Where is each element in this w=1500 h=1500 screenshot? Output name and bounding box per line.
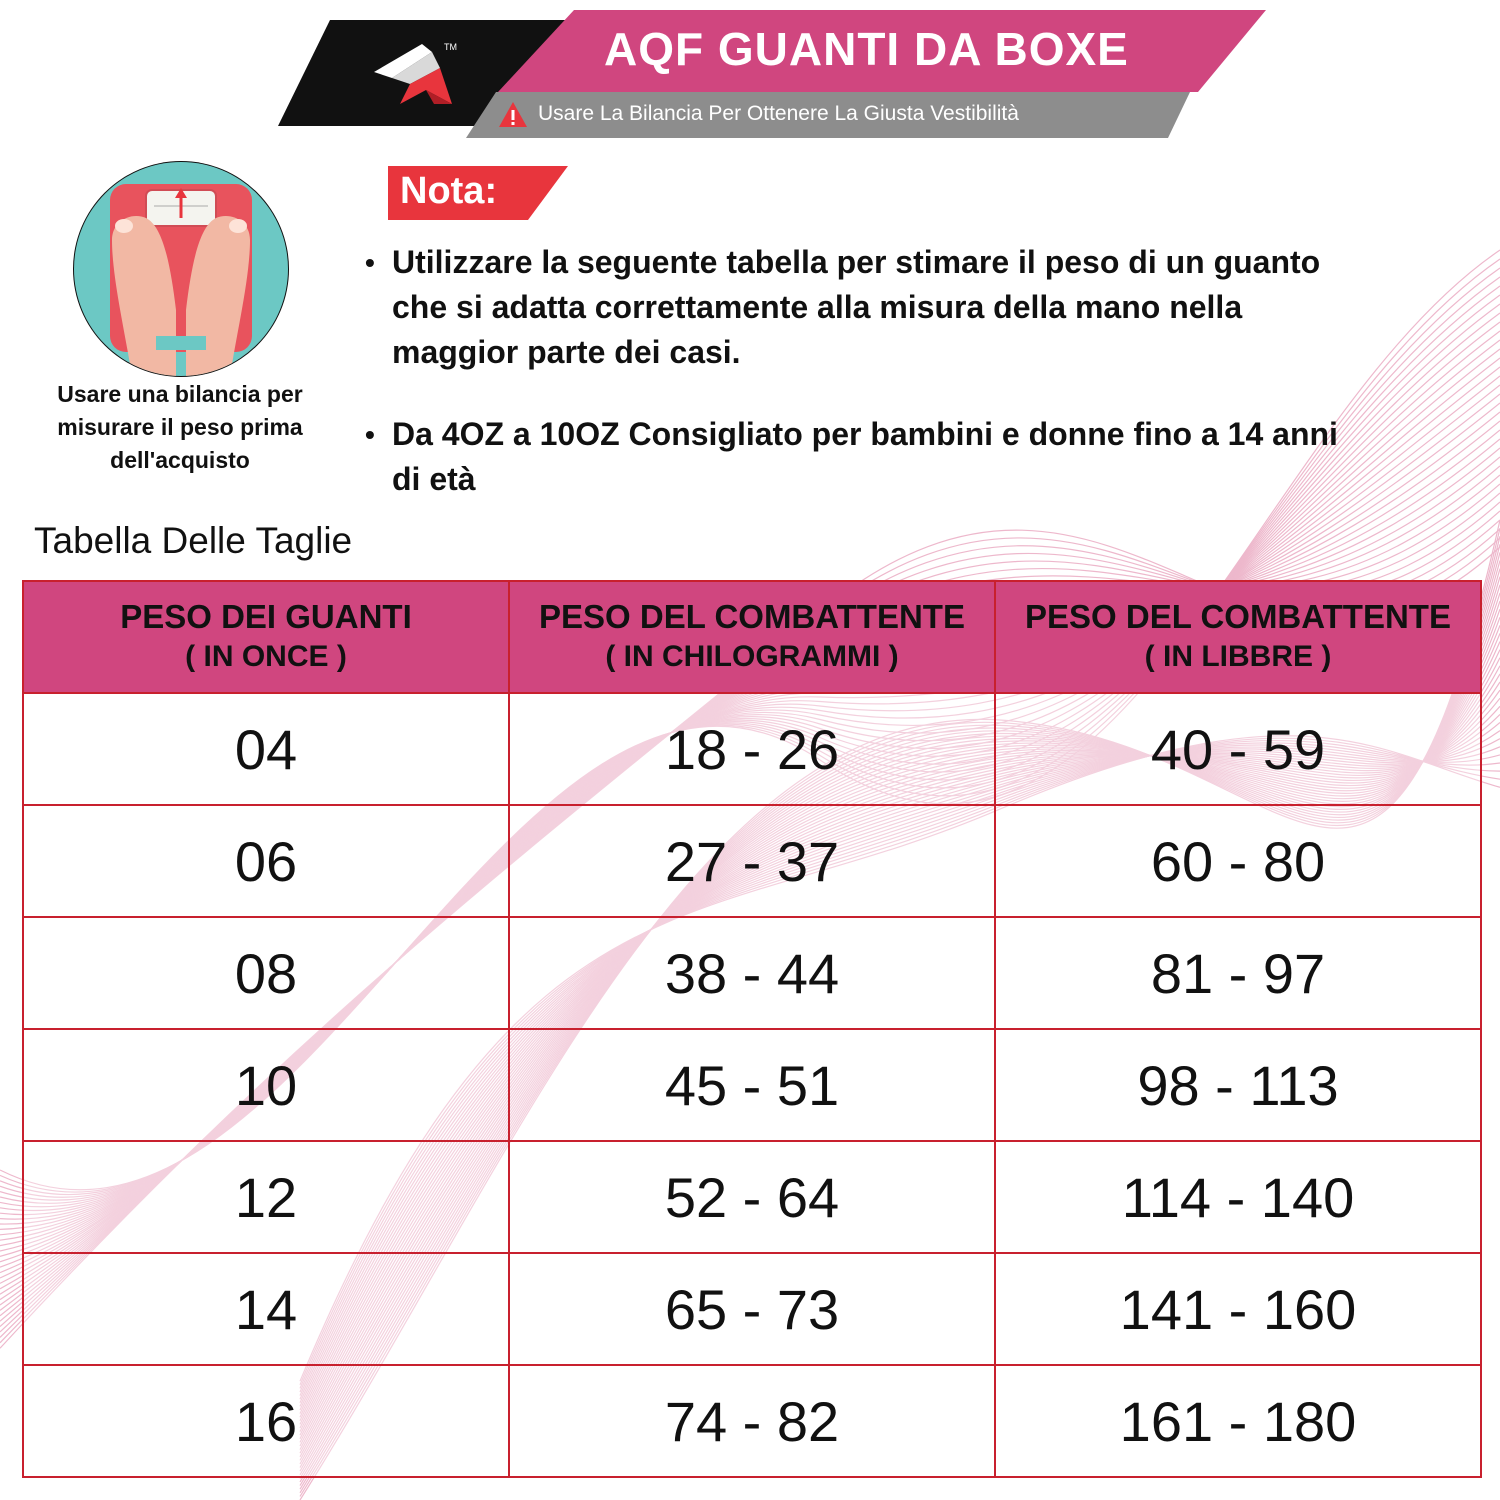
cell-glove-oz: 12 <box>23 1141 509 1253</box>
column-header <box>509 581 995 693</box>
column-header <box>23 581 509 693</box>
table-row <box>23 1029 1481 1141</box>
column-header-title: PESO DEI GUANTI <box>120 598 412 635</box>
cell-glove-oz: 14 <box>23 1253 509 1365</box>
cell-weight-lb: 98 - 113 <box>995 1029 1481 1141</box>
size-table <box>22 580 1482 1478</box>
cell-glove-oz: 10 <box>23 1029 509 1141</box>
column-header-title: PESO DEL COMBATTENTE <box>1025 598 1451 635</box>
cell-glove-oz: 06 <box>23 805 509 917</box>
note-bullet <box>365 240 1365 375</box>
warning-icon <box>498 101 528 128</box>
cell-weight-kg: 45 - 51 <box>509 1029 995 1141</box>
scale-caption-line: dell'acquisto <box>110 447 250 473</box>
column-header-unit: ( IN LIBBRE ) <box>1144 640 1332 673</box>
table-header-row <box>23 581 1481 693</box>
cell-glove-oz: 04 <box>23 693 509 805</box>
cell-weight-kg: 65 - 73 <box>509 1253 995 1365</box>
cell-weight-lb: 81 - 97 <box>995 917 1481 1029</box>
column-header-unit: ( IN CHILOGRAMMI ) <box>605 640 899 673</box>
table-row <box>23 917 1481 1029</box>
page-title: AQF GUANTI DA BOXE <box>604 23 1129 75</box>
cell-weight-lb: 141 - 160 <box>995 1253 1481 1365</box>
note-bullet-text: Da 4OZ a 10OZ Consigliato per bambini e donne fino a 14 anni di età <box>392 416 1338 497</box>
cell-weight-kg: 27 - 37 <box>509 805 995 917</box>
cell-weight-lb: 114 - 140 <box>995 1141 1481 1253</box>
scale-caption <box>20 378 340 477</box>
cell-weight-lb: 40 - 59 <box>995 693 1481 805</box>
note-bullet-text: Utilizzare la seguente tabella per stimare il peso di un guanto che si adatta correttamente alla misura della mano nella maggior parte dei casi. <box>392 244 1321 370</box>
bullet-dot-icon: • <box>365 419 375 450</box>
cell-weight-kg: 74 - 82 <box>509 1365 995 1477</box>
aqf-logo-icon <box>370 38 460 108</box>
table-row <box>23 693 1481 805</box>
cell-weight-lb: 60 - 80 <box>995 805 1481 917</box>
cell-weight-kg: 52 - 64 <box>509 1141 995 1253</box>
table-row <box>23 805 1481 917</box>
scale-caption-line: Usare una bilancia per <box>57 381 303 407</box>
column-header-unit: ( IN ONCE ) <box>185 640 347 673</box>
column-header-title: PESO DEL COMBATTENTE <box>539 598 965 635</box>
cell-glove-oz: 16 <box>23 1365 509 1477</box>
table-row <box>23 1253 1481 1365</box>
note-bullet <box>365 412 1365 502</box>
cell-glove-oz: 08 <box>23 917 509 1029</box>
cell-weight-lb: 161 - 180 <box>995 1365 1481 1477</box>
table-row <box>23 1141 1481 1253</box>
cell-weight-kg: 38 - 44 <box>509 917 995 1029</box>
table-row <box>23 1365 1481 1477</box>
note-label: Nota: <box>400 170 498 212</box>
trademark-mark: TM <box>444 42 457 52</box>
column-header <box>995 581 1481 693</box>
subtitle: Usare La Bilancia Per Ottenere La Giusta Vestibilità <box>538 102 1019 125</box>
scale-caption-line: misurare il peso prima <box>57 414 303 440</box>
cell-weight-kg: 18 - 26 <box>509 693 995 805</box>
scale-icon <box>72 160 290 378</box>
bullet-dot-icon: • <box>365 247 375 278</box>
table-title: Tabella Delle Taglie <box>34 520 353 561</box>
